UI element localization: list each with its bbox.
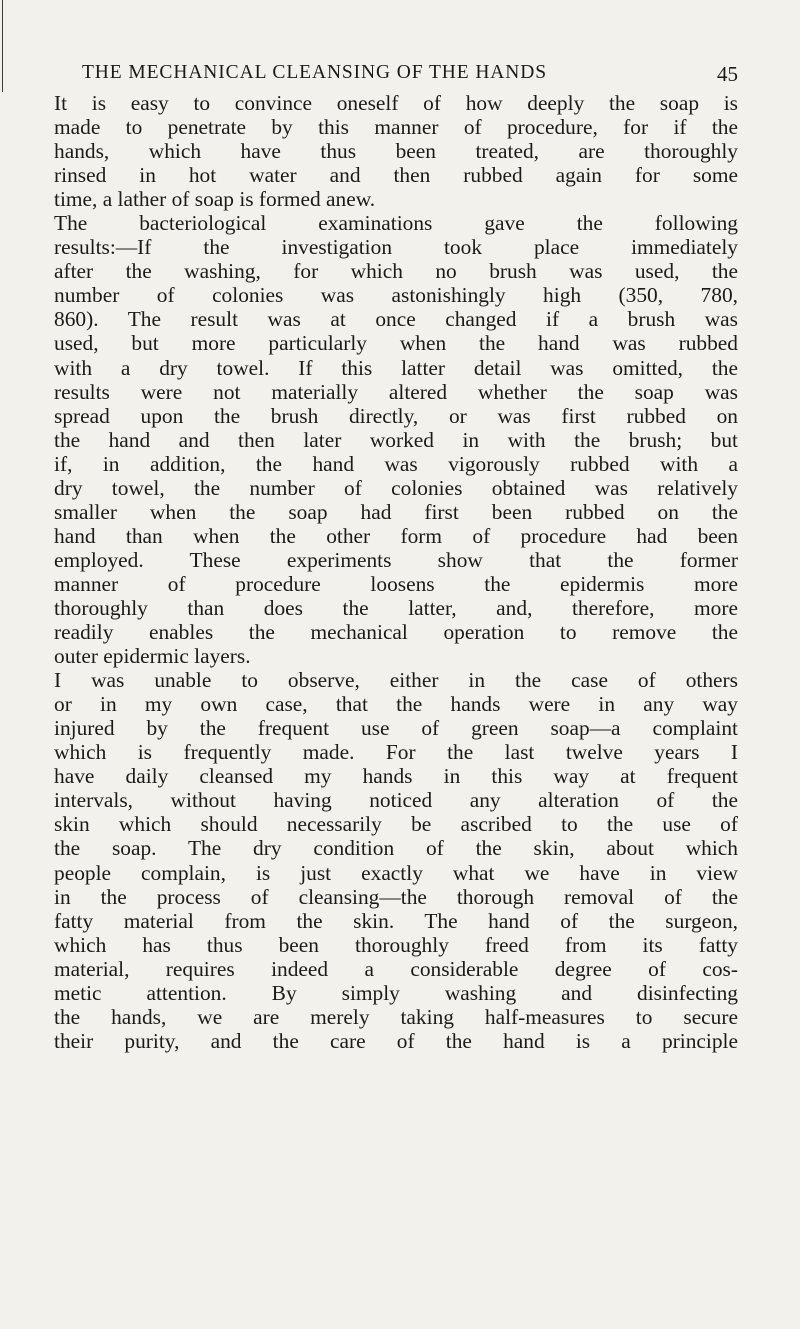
page-number: 45: [717, 62, 738, 86]
text-line: which has thus been thoroughly freed from its fatty: [54, 932, 738, 957]
page-edge-line: [2, 0, 3, 92]
body-text: [54, 91, 738, 1053]
text-line: manner of procedure loosens the epidermis more: [54, 571, 738, 596]
text-line: the hands, we are merely taking half-measures to secure: [54, 1004, 738, 1029]
text-line: rinsed in hot water and then rubbed again for some: [54, 163, 738, 188]
text-line: in the process of cleansing—the thorough removal of the: [54, 884, 738, 909]
text-line: outer epidermic layers.: [54, 644, 251, 669]
text-line: which is frequently made. For the last twelve years I: [54, 740, 738, 765]
text-line: people complain, is just exactly what we have in view: [54, 860, 738, 885]
text-line: or in my own case, that the hands were in any way: [54, 692, 738, 717]
text-line: 860). The result was at once changed if a brush was: [54, 307, 738, 332]
text-line: thoroughly than does the latter, and, therefore, more: [54, 595, 738, 620]
text-line: fatty material from the skin. The hand of the surgeon,: [54, 908, 738, 933]
text-line: hand than when the other form of procedure had been: [54, 523, 738, 548]
text-line: intervals, without having noticed any alteration of the: [54, 788, 738, 813]
text-line: spread upon the brush directly, or was first rubbed on: [54, 403, 738, 428]
text-line: I was unable to observe, either in the case of others: [54, 668, 738, 693]
text-line: with a dry towel. If this latter detail was omitted, the: [54, 355, 738, 380]
text-line: the soap. The dry condition of the skin, about which: [54, 836, 738, 861]
text-line: dry towel, the number of colonies obtained was relatively: [54, 475, 738, 500]
text-line: if, in addition, the hand was vigorously rubbed with a: [54, 451, 738, 476]
text-line: hands, which have thus been treated, are thoroughly: [54, 139, 738, 164]
text-line: after the washing, for which no brush was used, the: [54, 259, 738, 284]
text-line: The bacteriological examinations gave the following: [54, 211, 738, 236]
running-head: [82, 62, 738, 88]
text-line: used, but more particularly when the hand was rubbed: [54, 331, 738, 356]
text-line: employed. These experiments show that the former: [54, 547, 738, 572]
text-line: results:—If the investigation took place immediately: [54, 235, 738, 260]
text-line: have daily cleansed my hands in this way at frequent: [54, 764, 738, 789]
text-line: results were not materially altered whether the soap was: [54, 379, 738, 404]
text-line: their purity, and the care of the hand is a principle: [54, 1028, 738, 1053]
text-line: injured by the frequent use of green soap—a complaint: [54, 716, 738, 741]
text-line: made to penetrate by this manner of procedure, for if the: [54, 115, 738, 140]
text-line: readily enables the mechanical operation to remove the: [54, 620, 738, 645]
text-line: metic attention. By simply washing and disinfecting: [54, 980, 738, 1005]
text-line: skin which should necessarily be ascribed to the use of: [54, 812, 738, 837]
text-line: material, requires indeed a considerable degree of cos-: [54, 956, 738, 981]
text-line: time, a lather of soap is formed anew.: [54, 187, 376, 212]
running-title: THE MECHANICAL CLEANSING OF THE HANDS: [82, 62, 548, 83]
text-line: number of colonies was astonishingly high (350, 780,: [54, 283, 738, 308]
text-line: smaller when the soap had first been rubbed on the: [54, 499, 738, 524]
text-line: It is easy to convince oneself of how deeply the soap is: [54, 91, 738, 115]
text-line: the hand and then later worked in with the brush; but: [54, 427, 738, 452]
